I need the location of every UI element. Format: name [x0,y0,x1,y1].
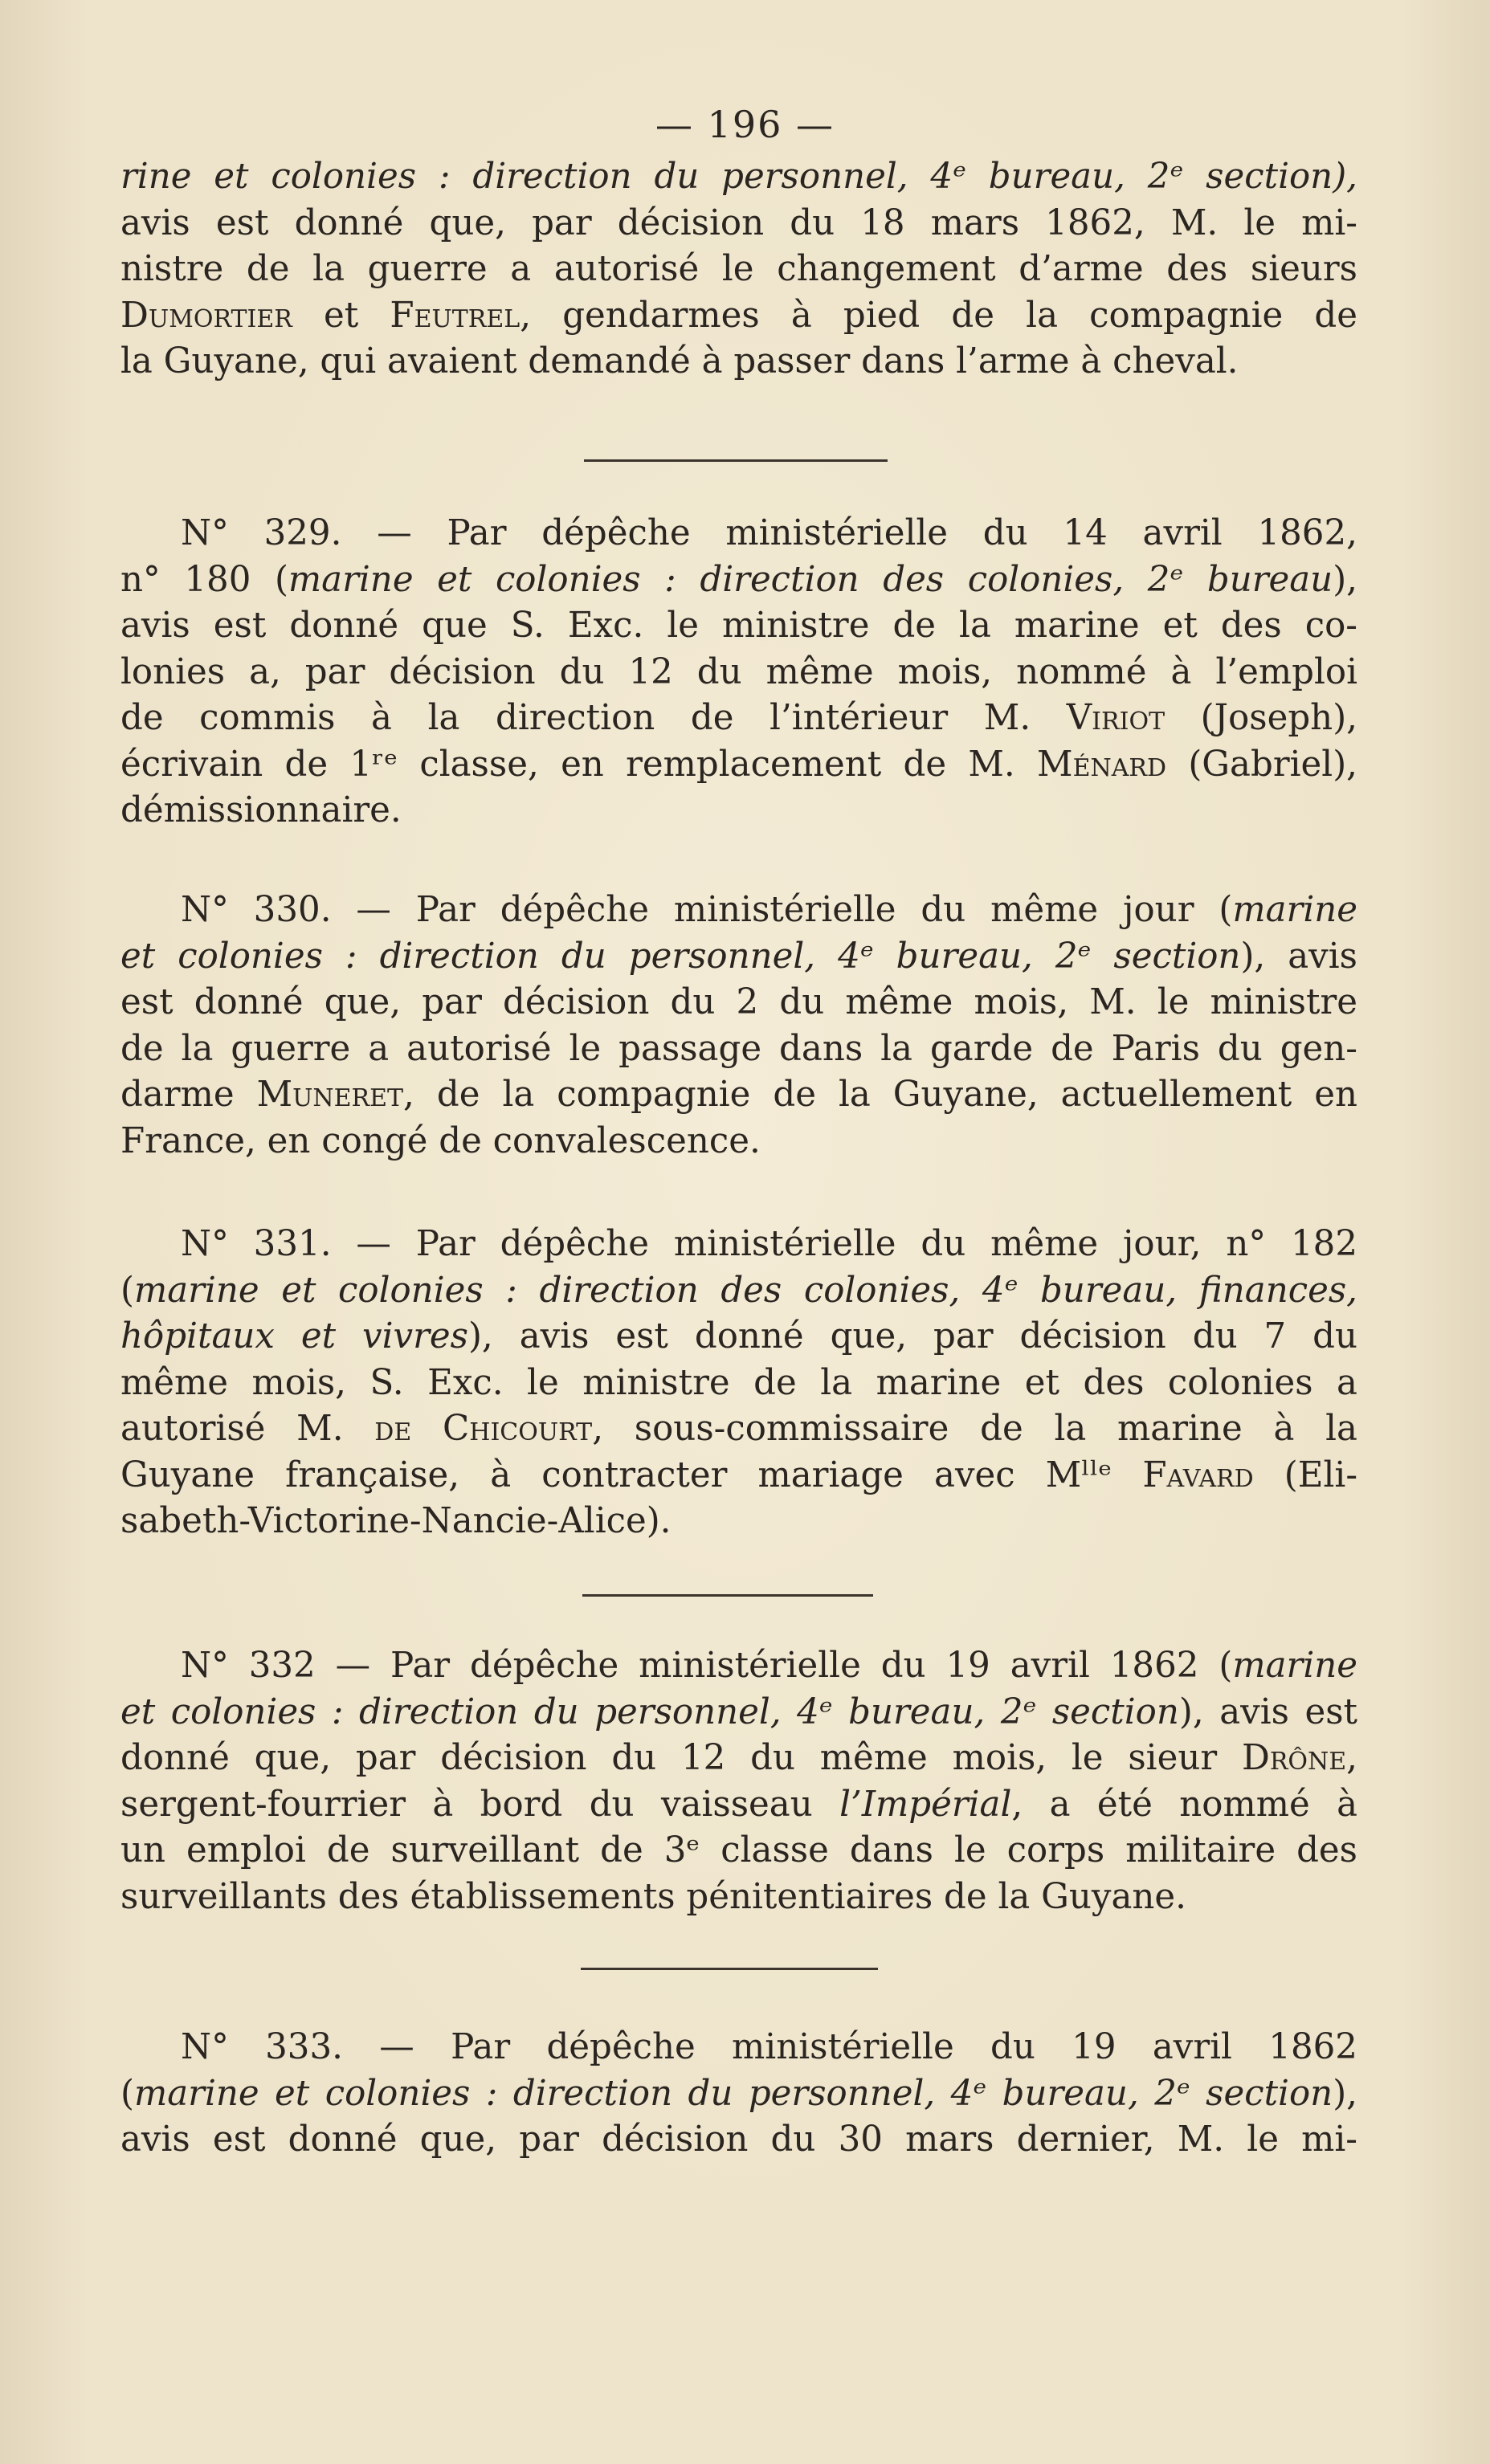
text-line: autorisé M. de Chicourt, sous-commissaire de la marine à la [120,1409,1357,1449]
text-line: lonies a, par décision du 12 du même mois, nommé à l’emploi [120,651,1357,692]
text-line: démissionnaire. [120,790,402,830]
text-line: et colonies : direction du personnel, 4ᵉ bureau, 2ᵉ section), avis est [120,1691,1357,1732]
person-name: de Chicourt [374,1409,593,1449]
text-line: N° 329. — Par dépêche ministérielle du 14 avril 1862, [181,513,1357,553]
text-line: surveillants des établissements pénitentiaires de la Guyane. [120,1876,1187,1917]
text-line: (marine et colonies : direction du personnel, 4ᵉ bureau, 2ᵉ section), [120,2073,1357,2114]
text-line: est donné que, par décision du 2 du même mois, M. le ministre [120,982,1357,1022]
text-line: Dumortier et Feutrel, gendarmes à pied de la compagnie de [120,295,1357,336]
text-line: n° 180 (marine et colonies : direction des colonies, 2ᵉ bureau), [120,559,1358,600]
text-line: avis est donné que S. Exc. le ministre de la marine et des co- [120,606,1357,646]
text-line: Guyane française, à contracter mariage avec Mˡˡᵉ Favard (Eli- [120,1454,1358,1495]
paragraph-continuation [120,154,1357,386]
separator-rule [582,1594,873,1597]
text-line: N° 333. — Par dépêche ministérielle du 19 avril 1862 [181,2027,1357,2067]
person-name: Viriot [1066,698,1165,738]
text-line: sergent-fourrier à bord du vaisseau l’Impérial, a été nommé à [120,1784,1357,1825]
text-line: N° 332 — Par dépêche ministérielle du 19 avril 1862 (marine [181,1646,1357,1686]
text-line: (marine et colonies : direction des colonies, 4ᵉ bureau, finances, [120,1270,1357,1311]
page-number: — 196 — [655,103,835,146]
text-line: nistre de la guerre a autorisé le changement d’arme des sieurs [120,249,1357,289]
person-name: Muneret [256,1075,404,1115]
paragraph-330 [120,887,1357,1165]
text-line: écrivain de 1ʳᵉ classe, en remplacement de M. Ménard (Gabriel), [120,744,1357,785]
text-line: rine et colonies : direction du personnel, 4ᵉ bureau, 2ᵉ section), [120,157,1357,197]
text-line: sabeth-Victorine-Nancie-Alice). [120,1501,672,1541]
person-name: Feutrel [390,295,520,336]
paragraph-329 [120,511,1357,834]
person-name: Favard [1142,1454,1254,1495]
paragraph-332 [120,1643,1357,1920]
text-line: un emploi de surveillant de 3ᵉ classe dans le corps militaire des [120,1830,1357,1870]
paragraph-333 [120,2025,1357,2164]
person-name: Drône [1241,1738,1347,1778]
text-line: la Guyane, qui avaient demandé à passer dans l’arme à cheval. [120,341,1239,381]
text-line: France, en congé de convalescence. [120,1120,761,1161]
text-line: avis est donné que, par décision du 30 mars dernier, M. le mi- [120,2119,1357,2160]
text-line: darme Muneret, de la compagnie de la Guyane, actuellement en [120,1075,1357,1115]
person-name: Dumortier [120,295,292,336]
text-line: et colonies : direction du personnel, 4ᵉ bureau, 2ᵉ section), avis [120,936,1357,977]
separator-rule [581,1968,878,1970]
separator-rule [584,459,888,462]
text-line: même mois, S. Exc. le ministre de la marine et des colonies a [120,1362,1357,1403]
text-line: N° 331. — Par dépêche ministérielle du même jour, n° 182 [181,1224,1357,1264]
text-line: avis est donné que, par décision du 18 mars 1862, M. le mi- [120,202,1357,243]
text-line: hôpitaux et vivres), avis est donné que, par décision du 7 du [120,1316,1357,1356]
text-line: donné que, par décision du 12 du même mois, le sieur Drône, [120,1738,1357,1778]
paragraph-331 [120,1222,1357,1545]
text-line: N° 330. — Par dépêche ministérielle du même jour (marine [181,890,1357,930]
text-line: de la guerre a autorisé le passage dans la garde de Paris du gen- [120,1028,1357,1069]
text-line: de commis à la direction de l’intérieur M. Viriot (Joseph), [120,698,1357,738]
person-name: Ménard [1037,744,1167,785]
